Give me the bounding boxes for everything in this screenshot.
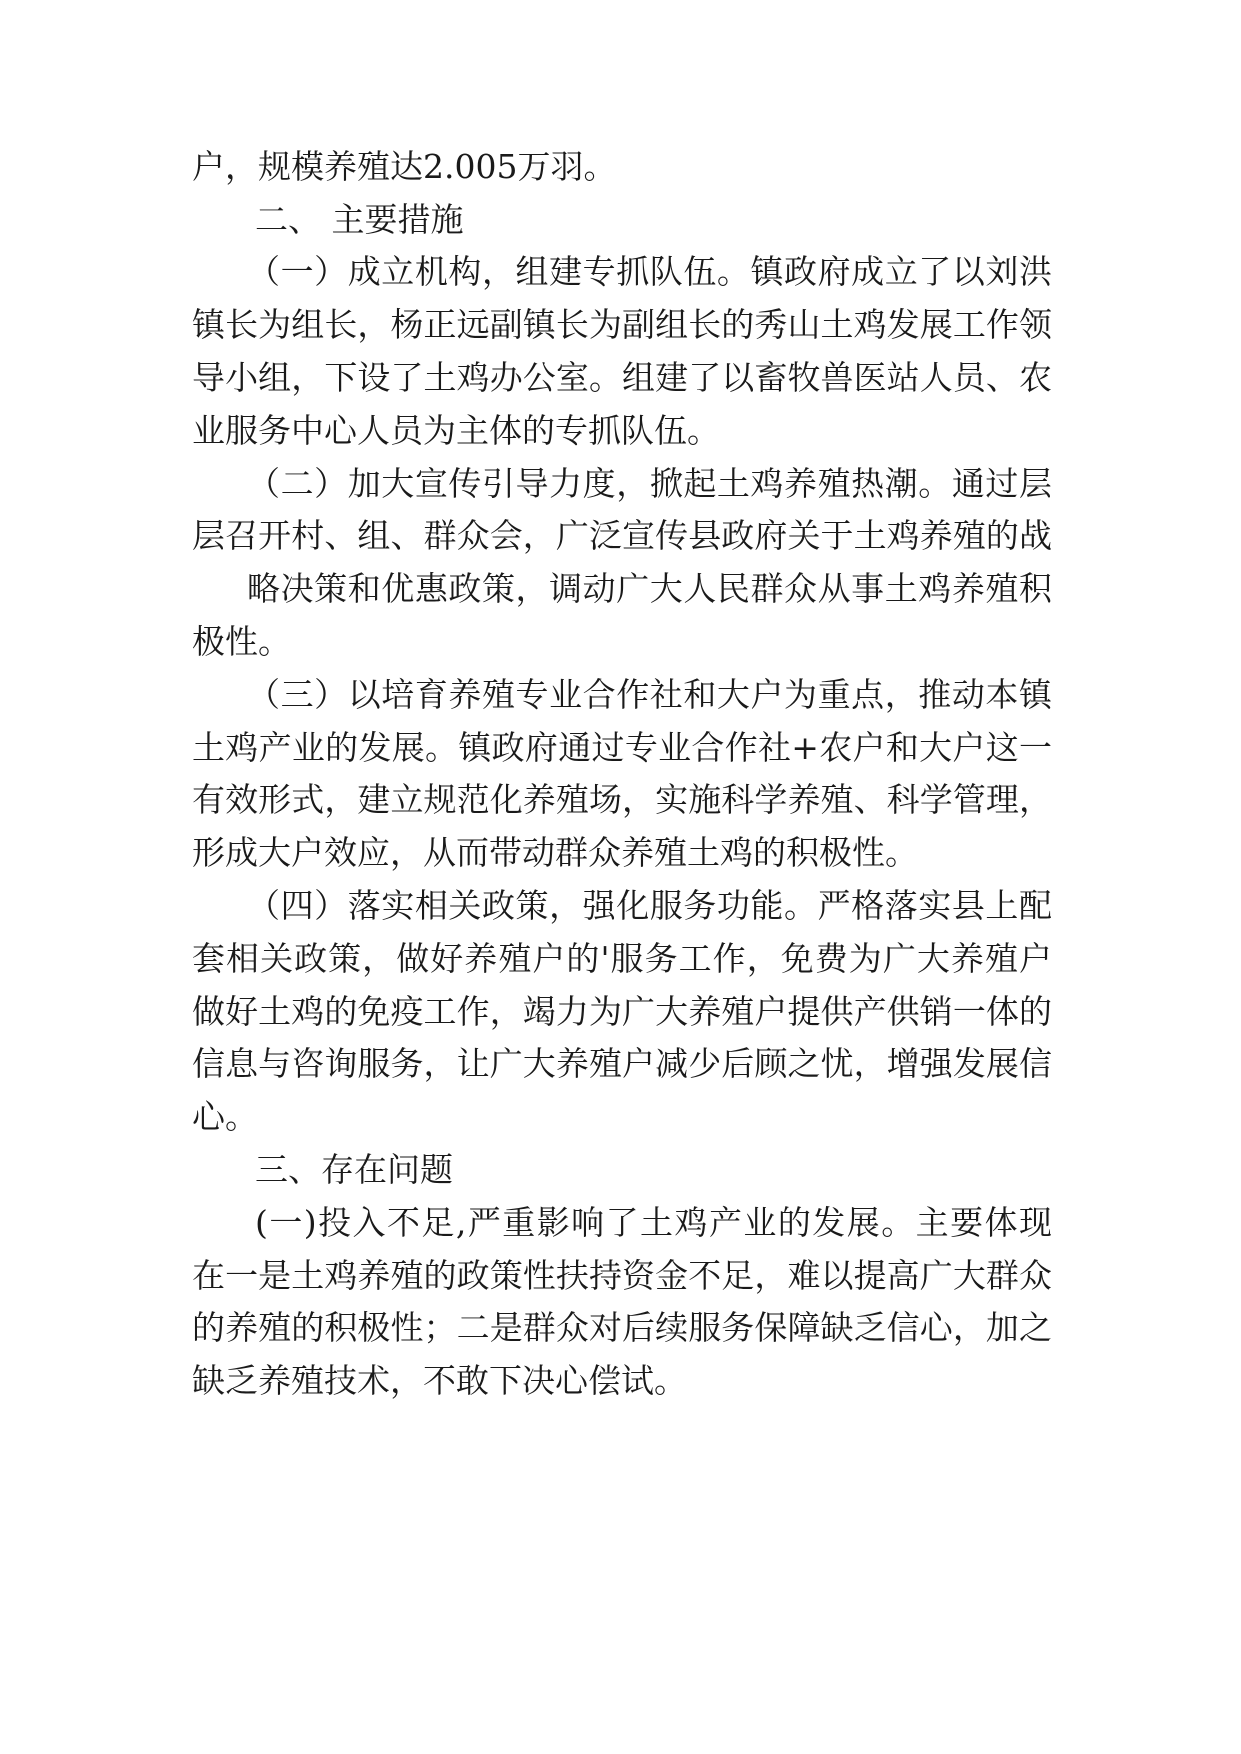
paragraph-line: 形成大户效应，从而带动群众养殖土鸡的积极性。	[192, 833, 918, 872]
paragraph-line: 层召开村、组、群众会，广泛宣传县政府关于土鸡养殖的战	[192, 516, 1052, 555]
paragraph-line: 心。	[192, 1097, 258, 1136]
paragraph-line: 极性。	[192, 622, 291, 661]
paragraph-line: （四）落实相关政策，强化服务功能。严格落实县上配	[247, 886, 1052, 925]
paragraph-line: 镇长为组长，杨正远副镇长为副组长的秀山土鸡发展工作领	[192, 305, 1052, 344]
paragraph-line: 导小组，下设了土鸡办公室。组建了以畜牧兽医站人员、农	[192, 358, 1052, 397]
paragraph-line: 有效形式，建立规范化养殖场，实施科学养殖、科学管理，	[192, 780, 1052, 819]
paragraph-line: 略决策和优惠政策，调动广大人民群众从事土鸡养殖积	[247, 569, 1052, 608]
paragraph-line: 缺乏养殖技术，不敢下决心偿试。	[192, 1361, 687, 1400]
paragraph-line: 做好土鸡的免疫工作，竭力为广大养殖户提供产供销一体的	[192, 992, 1052, 1031]
paragraph-line: （二）加大宣传引导力度，掀起土鸡养殖热潮。通过层	[247, 464, 1052, 503]
paragraph-line: (一)投入不足,严重影响了土鸡产业的发展。主要体现	[255, 1203, 1052, 1242]
paragraph-line: 在一是土鸡养殖的政策性扶持资金不足，难以提高广大群众	[192, 1256, 1052, 1295]
section-heading: 三、存在问题	[255, 1150, 453, 1189]
paragraph-line: 的养殖的积极性；二是群众对后续服务保障缺乏信心，加之	[192, 1308, 1052, 1347]
paragraph-line: 信息与咨询服务，让广大养殖户减少后顾之忧，增强发展信	[192, 1044, 1052, 1083]
paragraph-line: 户，规模养殖达2.005万羽。	[192, 147, 617, 186]
paragraph-line: 业服务中心人员为主体的专抓队伍。	[192, 411, 720, 450]
paragraph-line: 土鸡产业的发展。镇政府通过专业合作社+农户和大户这一	[192, 728, 1052, 767]
paragraph-line: 套相关政策，做好养殖户的'服务工作，免费为广大养殖户	[192, 939, 1052, 978]
paragraph-line: （一）成立机构，组建专抓队伍。镇政府成立了以刘洪	[247, 252, 1052, 291]
section-heading: 二、 主要措施	[255, 200, 464, 239]
paragraph-line: （三）以培育养殖专业合作社和大户为重点，推动本镇	[247, 675, 1052, 714]
